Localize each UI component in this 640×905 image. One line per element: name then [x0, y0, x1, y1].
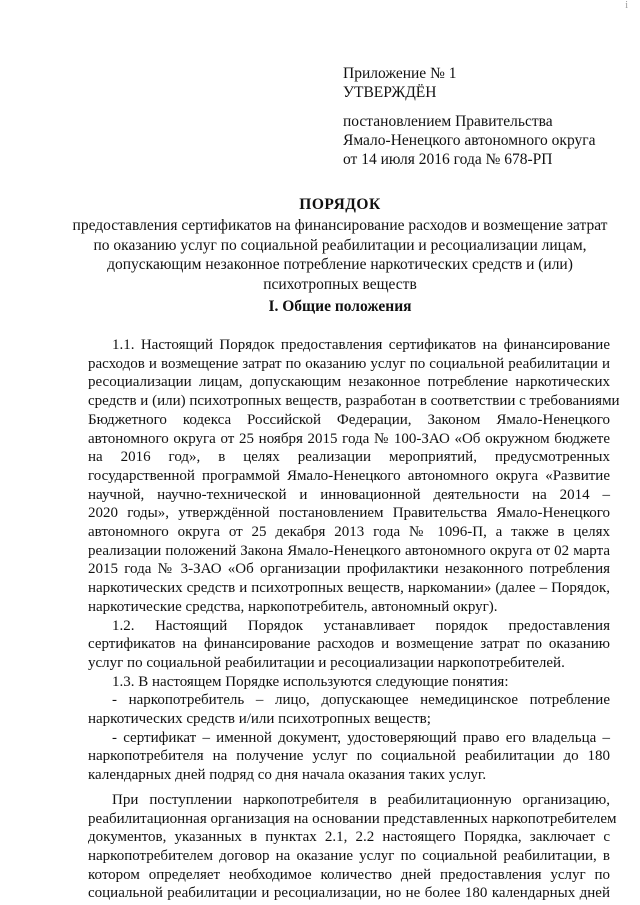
body-line: - сертификат – именной документ, удостоверяющий право его владельца –: [112, 729, 610, 746]
subtitle-line: по оказанию услуг по социальной реабилитации и ресоциализации лицам,: [93, 236, 587, 254]
body-line: 1.3. В настоящем Порядке используются следующие понятия:: [112, 673, 509, 690]
body-line: 1.2. Настоящий Порядок устанавливает порядок предоставления: [112, 617, 610, 634]
body-line: автономного округа от 25 ноября 2015 года № 100-ЗАО «Об окружном бюджете: [88, 430, 610, 447]
approved-label: УТВЕРЖДЁН: [343, 84, 437, 101]
body-line: документов, указанных в пунктах 2.1, 2.2 настоящего Порядка, заключает с: [88, 829, 610, 846]
document-body: [88, 336, 620, 903]
corner-mark: i: [625, 0, 628, 11]
document-title: ПОРЯДОК: [299, 196, 381, 213]
body-line: наркотических средств и психотропных веществ, наркомании» (далее – Порядок,: [88, 580, 610, 597]
body-line: реализации положений Закона Ямало-Ненецкого автономного округа от 02 марта: [88, 542, 610, 559]
body-line: расходов и возмещение затрат по оказанию услуг по социальной реабилитации и: [88, 355, 610, 372]
document-subtitle: [72, 216, 608, 294]
approval-date: от 14 июля 2016 года № 678-РП: [343, 151, 553, 168]
body-line: наркопотребителем договор на оказание услуг по социальной реабилитации, в: [88, 847, 610, 864]
body-line: реабилитационная организация на основании представленных наркопотребителем: [88, 810, 617, 827]
body-line: - наркопотребитель – лицо, допускающее немедицинское потребление: [112, 692, 610, 709]
body-line: 2015 года № 3-ЗАО «Об организации профилактики незаконного потребления: [88, 561, 610, 578]
body-line: ресоциализации лицам, допускающим незаконное потребление наркотических: [88, 374, 610, 391]
body-line: Бюджетного кодекса Российской Федерации, Законом Ямало-Ненецкого: [88, 411, 610, 428]
body-line: наркопотребителя на получение услуг по социальной реабилитации до 180: [88, 748, 610, 765]
body-line: услуг по социальной реабилитации и ресоциализации наркопотребителей.: [88, 654, 565, 671]
body-line: социальной реабилитации и ресоциализации, но не более 180 календарных дней: [88, 885, 610, 902]
body-line: При поступлении наркопотребителя в реабилитационную организацию,: [112, 791, 610, 808]
body-line: 2020 годы», утверждённой постановлением Правительства Ямало-Ненецкого: [88, 505, 610, 522]
approval-authority: постановлением Правительства: [343, 113, 553, 130]
appendix-number: Приложение № 1: [343, 65, 457, 82]
body-line: автономного округа от 25 декабря 2013 года № 1096-П, а также в целях: [88, 524, 610, 541]
body-line: котором определяет необходимое количество дней предоставления услуг по: [88, 866, 610, 883]
body-line: на 2016 год», в целях реализации мероприятий, предусмотренных: [88, 449, 610, 466]
section-heading: I. Общие положения: [268, 298, 412, 315]
body-line: календарных дней подряд со дня начала оказания таких услуг.: [88, 767, 487, 784]
subtitle-line: психотропных веществ: [263, 275, 417, 293]
approval-region: Ямало-Ненецкого автономного округа: [343, 132, 596, 149]
body-line: сертификатов на финансирование расходов и возмещение затрат по оказанию: [88, 636, 610, 653]
body-line: средств и (или) психотропных веществ, разработан в соответствии с требованиями: [88, 393, 620, 410]
body-line: государственной программой Ямало-Ненецкого автономного округа «Развитие: [88, 467, 610, 484]
subtitle-line: допускающим незаконное потребление наркотических средств и (или): [107, 256, 573, 273]
body-line: наркотических средств и/или психотропных веществ;: [88, 711, 431, 728]
appendix-block: [343, 64, 623, 169]
body-line: 1.1. Настоящий Порядок предоставления сертификатов на финансирование: [112, 337, 610, 353]
body-line: наркотические средства, наркопотребитель, автономный округ).: [88, 598, 498, 615]
body-line: научной, научно-технической и инновационной деятельности на 2014 –: [88, 486, 610, 503]
subtitle-line: предоставления сертификатов на финансирование расходов и возмещение затрат: [72, 217, 608, 234]
